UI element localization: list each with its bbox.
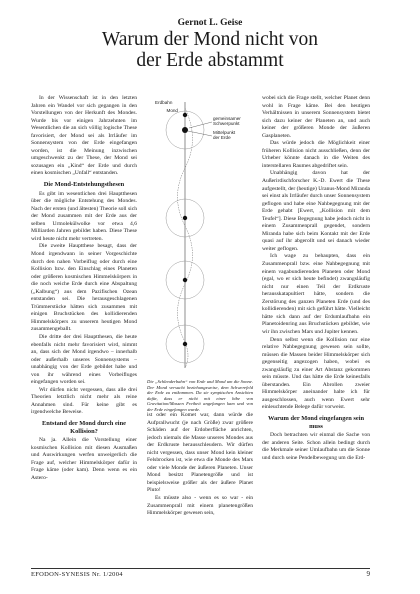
section-heading: Warum der Mond eingefangen sein muss: [267, 414, 365, 430]
figure-caption: Die „Schlenderbahn“ von Erde und Mond um die Sonne. Der Mond versucht beziehungsweise, dem Schwerefeld der Erde zu entkommen. Da sie symptischen Ansichten dafür, dass er nicht mit einer bibe von Gravitation/Massen Freiheit angefangen kam und von der Erde eingefangen wurde.: [147, 379, 253, 412]
label-schwerpunkt-2: Schwerpunkt: [213, 121, 240, 126]
orbit-diagram: [147, 90, 253, 370]
page-number: 9: [366, 570, 370, 578]
title-line-1: Warum der Mond nicht von: [101, 29, 319, 50]
label-mittelpunkt-1: Mittelpunkt: [213, 130, 236, 135]
middle-column: [147, 412, 253, 567]
title-line-2: der Erde abstammt: [136, 50, 284, 71]
paragraph: Wir dürfen nicht vergessen, dass alle drei Theorien letztlich nicht mehr als reine Annahmen sind. Für keine gibt es irgendwelche Beweise.: [31, 386, 137, 416]
paragraph: Denn selbst wenn die Kollision nur eine relative Nahbegegnung gewesen sein sollte, müssen die Massen beider Himmelskörper sich gegenseitig angezogen haben, wobei es zwangsläufig zu einer Art Abstanz gekommen sein müsste. Und das hätte die Erde keinesfalls überstanden. Ein Abrollen zweier Himmelskörper aneinander halte ich für ausgeschlossen, auch wenn Ewert sehr einleuchtende Belege dafür vorweist.: [262, 336, 370, 411]
left-column: [31, 95, 137, 565]
paragraph: Die dritte der drei Hauptthesen, die heute ebenfalls nicht mehr favorisiert wird, nimmt an, dass sich der Mond irgendwo – innerhalb oder außerhalb unseres Sonnensystems – unabhängig von der Erde gebildet habe und von ihr während eines Vorbeifluges eingefangen worden sei.: [31, 334, 137, 386]
paragraph: Unabhängig davon hat der Außerirdischforscher K.-D. Ewert die These aufgestellt, der (heutige) Uranus-Mond Miranda sei einst als Irrläufer durch unser Sonnensystem geflogen und habe eine Nahbegegnung mit der Erde gehabt [Ewert, „Kollision mit dem Teufel“]. Diese Begegnung habe jedoch nicht in einem Zusammenprall gegendet, sondern Miranda habe sich beim Kontakt mit der Erde quasi auf ihr abgerollt und sei danach wieder weiter geflogen.: [262, 170, 370, 252]
paragraph: Die zweite Hauptthese besagt, dass der Mond irgendwann in seiner Vorgeschichte durch den nahen Vorbeiflug oder durch eine Kollision bzw. den Einschlag eines Planeten oder größeren kosmischen Himmelskörpers in die noch weiche Erde durch eine Abspaltung („Kalbung“) aus dem Pazifischen Ozean entstanden sei. Die herausgeschlagenen Trümmerstücke hätten sich zusammen mit einigen Bruchstücken des kollidierenden Himmelskörpers zu unserem heutigen Mond zusammengeballt.: [31, 243, 137, 333]
author-name: Gernot L. Geise: [177, 18, 243, 28]
section-heading: Entstand der Mond durch eine Kollision?: [42, 420, 126, 435]
paragraph: Doch betrachten wir einmal die Sache von der anderen Seite. Schon allein bedingt durch die Merkmale seiner Umlaufbahn um die Sonne und durch seine Pendelbewegung um die Erd-: [262, 432, 370, 461]
paragraph: Na ja. Allein die Vorstellung einer kosmischen Kollision mit diesen Ausmaßen und Auswirkungen werfen unweigerlich die Frage auf, welcher Himmelskörper dafür in Frage käme (oder kam). Denn wenn es ein Astero-: [31, 437, 137, 481]
paragraph: Es gibt im wesentlichen drei Hauptthesen über die mögliche Entstehung des Mondes. Nach der ersten (und ältesten) Theorie soll sich der Mond zusammen mit der Erde aus der selben Urmolekülwolke vor etwa 4,6 Milliarden Jahren gebildet haben. Diese These wird heute nicht mehr vertreten.: [31, 190, 137, 242]
pointer-line: [188, 131, 212, 136]
label-mittelpunkt-2: der Erde: [213, 135, 231, 140]
right-column: [262, 95, 370, 567]
footer-rule: [31, 568, 370, 569]
section-heading: Die Mond-Entstehungsthesen: [43, 181, 125, 189]
pointer-line: [189, 122, 212, 128]
paragraph: ist oder ein Komet war, dann würde die Aufprallwucht (je nach Größe) zwar größere Schäden auf der Erdoberfläche anrichten, jedoch niemals die Masse unseres Mondes aus der Erdkruste herausschleudern. Wir dürfen nicht vergessen, dass unser Mond kein kleiner Felsbrocken ist, wie etwa die Monde des Mars oder viele Monde der äußeren Planeten. Unser Mond besitzt Planetengröße und ist beispielsweise größer als der äußere Planet Pluto!: [147, 412, 253, 494]
moon-dot: [183, 342, 187, 346]
paragraph: Ich wage zu behaupten, dass ein Zusammenprall bzw. eine Nahbegegnung mit einem vagabundierenden Planeten oder Mond (egal, wo er sich heute befindet) zwangsläufig nicht nur einen Teil der Erdkruste herausskatapultiert hätte, sondern die Zerstörung des ganzen Planeten Erde (und des kollidierenden) mit sich geführt hätte. Vielleicht hätte sich dann auf der Erdumlaufbahn ein Planetoidenring aus Bruchstücken gebildet, wie wir ihn zwischen Mars und Jupiter kennen.: [262, 253, 370, 335]
paragraph: In der Wissenschaft ist in den letzten Jahren ein Wandel vor sich gegangen in den Vorstellungen von der Herkunft des Mondes. Wurde bis vor einigen Jahrzehnten im Wesentlichen die an sich völlig logische These favorisiert, der Mond sei als Irrläufer im Sonnensystem von der Erde eingefangen worden, ist die Meinung inzwischen umgeschwenkt zu der These, der Mond sei sozusagen ein „Kind“ der Erde und durch einen kosmischen „Unfall“ entstanden.: [31, 95, 137, 177]
label-erdbahn: Erdbahn: [155, 100, 173, 105]
article-title: [0, 29, 420, 71]
label-mond: Mond: [166, 108, 178, 113]
label-schwerpunkt-1: gemeinsamer: [213, 116, 241, 121]
orbit-diagram-svg: [147, 90, 253, 370]
moon-dot: [183, 216, 187, 220]
journal-footer: EFODON-SYNESIS Nr. 1/2004: [31, 571, 123, 578]
moon-dot: [183, 113, 187, 117]
paragraph: Es müsste also - wenn es so war - ein Zusammenprall mit einem planetengrößen Himmelskörper gewesen sein,: [147, 495, 253, 517]
moon-dot: [183, 278, 187, 282]
paragraph: Das würde jedoch die Möglichkeit einer früheren Kollision nicht ausschließen, denn der Urheber könnte danach in die Weiten des interstellaren Raumes abgedriftet sein.: [262, 140, 370, 169]
paragraph: wobei sich die Frage stellt, welcher Planet denn wohl in Frage käme. Bei den heutigen Verhältnissen in unserem Sonnensystem bietet sich dazu keiner der Planeten an, und auch keiner der größeren Monde der äußeren Gasplaneten.: [262, 95, 370, 139]
earth-dot: [182, 127, 188, 133]
